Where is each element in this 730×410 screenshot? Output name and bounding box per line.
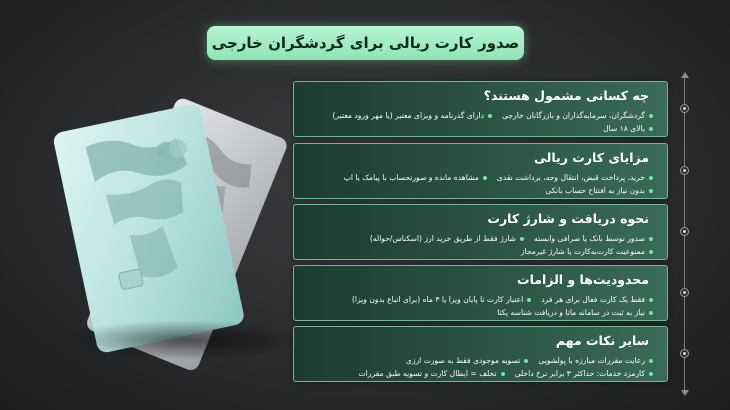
- timeline-dot: [680, 166, 689, 175]
- bullet-item: تخلف = ابطال کارت و تسویه طبق مقررات: [359, 367, 505, 380]
- timeline-dot: [680, 288, 689, 297]
- bullet-list: [302, 354, 653, 380]
- bullet-item: گردشگران، سرمایه‌گذاران و بازرگانان خارجی: [502, 109, 653, 122]
- card-shadow: [60, 320, 310, 360]
- bullet-item: دارای گذرنامه و ویزای معتبر (یا مهر ورود معتبر): [332, 109, 492, 122]
- bullet-item: شارژ فقط از طریق خرید ارز (اسکناس/حواله): [370, 232, 524, 245]
- bullet-list: [302, 109, 653, 135]
- section-issuance-charge: [293, 204, 668, 260]
- bullet-item: ممنوعیت کارت‌به‌کارت یا شارژ غیرمجاز: [521, 245, 653, 258]
- page-title: صدور کارت ریالی برای گردشگران خارجی: [207, 26, 524, 60]
- bullet-item: فقط یک کارت فعال برای هر فرد: [541, 293, 653, 306]
- timeline-dot: [680, 227, 689, 236]
- section-heading: چه کسانی مشمول هستند؟: [483, 88, 649, 103]
- bullet-item: بالای ۱۸ سال: [603, 122, 653, 135]
- bullet-item: مشاهده مانده و صورتحساب با پیامک یا اپ: [344, 171, 487, 184]
- section-limitations: [293, 265, 668, 321]
- bullet-item: خرید، پرداخت قبض، انتقال وجه، برداشت نقدی: [497, 171, 653, 184]
- timeline-arrow-up-icon: [681, 72, 689, 78]
- bullet-item: رعایت مقررات مبارزه با پولشویی: [538, 354, 653, 367]
- section-eligibility: [293, 81, 668, 137]
- bullet-item: نیاز به ثبت در سامانه ماتا و دریافت شناسه یکتا: [497, 306, 653, 319]
- bullet-item: صدور توسط بانک یا صرافی وابسته: [534, 232, 653, 245]
- bullet-item: تسویه موجودی فقط به صورت ارزی: [406, 354, 528, 367]
- timeline-dot: [680, 104, 689, 113]
- timeline-dot: [680, 349, 689, 358]
- section-heading: سایر نکات مهم: [555, 333, 649, 348]
- section-heading: مزایای کارت ریالی: [534, 150, 649, 165]
- bullet-list: [302, 232, 653, 258]
- bullet-list: [302, 293, 653, 319]
- bullet-item: کارمزد خدمات: حداکثر ۳ برابر نرخ داخلی: [515, 367, 653, 380]
- bullet-list: [302, 171, 653, 197]
- section-heading: محدودیت‌ها و الزامات: [517, 272, 649, 287]
- section-benefits: [293, 143, 668, 199]
- timeline-arrow-down-icon: [681, 390, 689, 396]
- bullet-item: بدون نیاز به افتتاح حساب بانکی: [545, 184, 653, 197]
- section-heading: نحوه دریافت و شارژ کارت: [487, 211, 649, 226]
- bullet-item: اعتبار کارت تا پایان ویزا یا ۳ ماه (برای اتباع بدون ویزا): [352, 293, 531, 306]
- section-other-notes: [293, 326, 668, 382]
